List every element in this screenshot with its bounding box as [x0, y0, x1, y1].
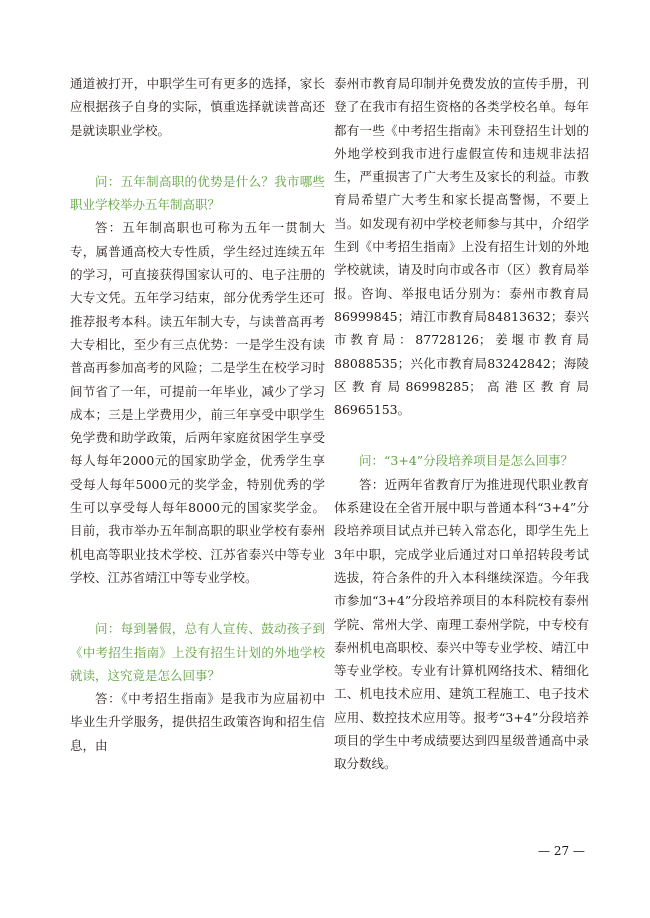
- paragraph-continuation: 通道被打开，中职学生可有更多的选择，家长应根据孩子自身的实际，慎重选择就读普高还是就读职业学校。: [70, 76, 325, 138]
- page-number: — 27 —: [538, 844, 585, 858]
- question-3plus4-program: 问：“3+4”分段培养项目是怎么回事？: [359, 453, 574, 469]
- question-guide-unlisted-schools: 问：每到暑假，总有人宣传、鼓动孩子到《中考招生指南》上没有招生计划的外地学校就读，这究竟是怎么回事？: [70, 621, 325, 683]
- left-column: [70, 72, 325, 757]
- question-five-year-vocational: 问：五年制高职的优势是什么？我市哪些职业学校举办五年制高职？: [70, 173, 325, 213]
- answer-guide-unlisted-schools-start: 答：《中考招生指南》是我市为应届初中毕业生升学服务，提供招生政策咨询和招生信息，由: [70, 691, 325, 753]
- answer-five-year-vocational: 答：五年制高职也可称为五年一贯制大专，属普通高校大专性质，学生经过连续五年的学习，可直接获得国家认可的、电子注册的大专文凭。五年学习结束，部分优秀学生还可推荐报考本科。读五年制大专，与读普高再考大专相比，至少有三点优势：一是学生没有读普高再参加高考的风险；二是学生在校学习时间节省了一年，可提前一年毕业，减少了学习成本；三是上学费用少，前三年享受中职学生免学费和助学政策，后两年家庭贫困学生享受每人每年2000元的国家助学金，优秀学生享受每人每年5000元的奖学金，特别优秀的学生可以享受每人每年8000元的国家奖学金。目前，我市举办五年制高职的职业学校有泰州机电高等职业技术学校、江苏省泰兴中等专业学校、江苏省靖江中等专业学校。: [70, 220, 325, 585]
- right-column: [334, 72, 589, 776]
- answer-3plus4-program: 答：近两年省教育厅为推进现代职业教育体系建设在全省开展中职与普通本科“3+4”分段培养项目试点并已转入常态化，即学生先上3年中职，完成学业后通过对口单招转段考试选拔，符合条件的升入本科继续深造。今年我市参加“3+4”分段培养项目的本科院校有泰州学院、常州大学、南理工泰州学院，中专校有泰州机电高职校、泰兴中等专业学校、靖江中等专业学校。专业有计算机网络技术、精细化工、机电技术应用、建筑工程施工、电子技术应用、数控技术应用等。报考“3+4”分段培养项目的学生中考成绩要达到四星级普通高中录取分数线。: [334, 476, 589, 772]
- answer-guide-unlisted-schools-cont: 泰州市教育局印制并免费发放的宣传手册，刊登了在我市有招生资格的各类学校名单。每年都有一些《中考招生指南》未刊登招生计划的外地学校到我市进行虚假宣传和违规非法招生，严重损害了广大考生及家长的利益。市教育局希望广大考生和家长提高警惕，不要上当。如发现有初中学校老师参与其中，介绍学生到《中考招生指南》上没有招生计划的外地学校就读，请及时向市或各市（区）教育局举报。咨询、举报电话分别为：泰州市教育局86999845；靖江市教育局84813632；泰兴市教育局：87728126；姜堰市教育局88088535；兴化市教育局83242842；海陵区教育局86998285；高港区教育局86965153。: [334, 76, 589, 418]
